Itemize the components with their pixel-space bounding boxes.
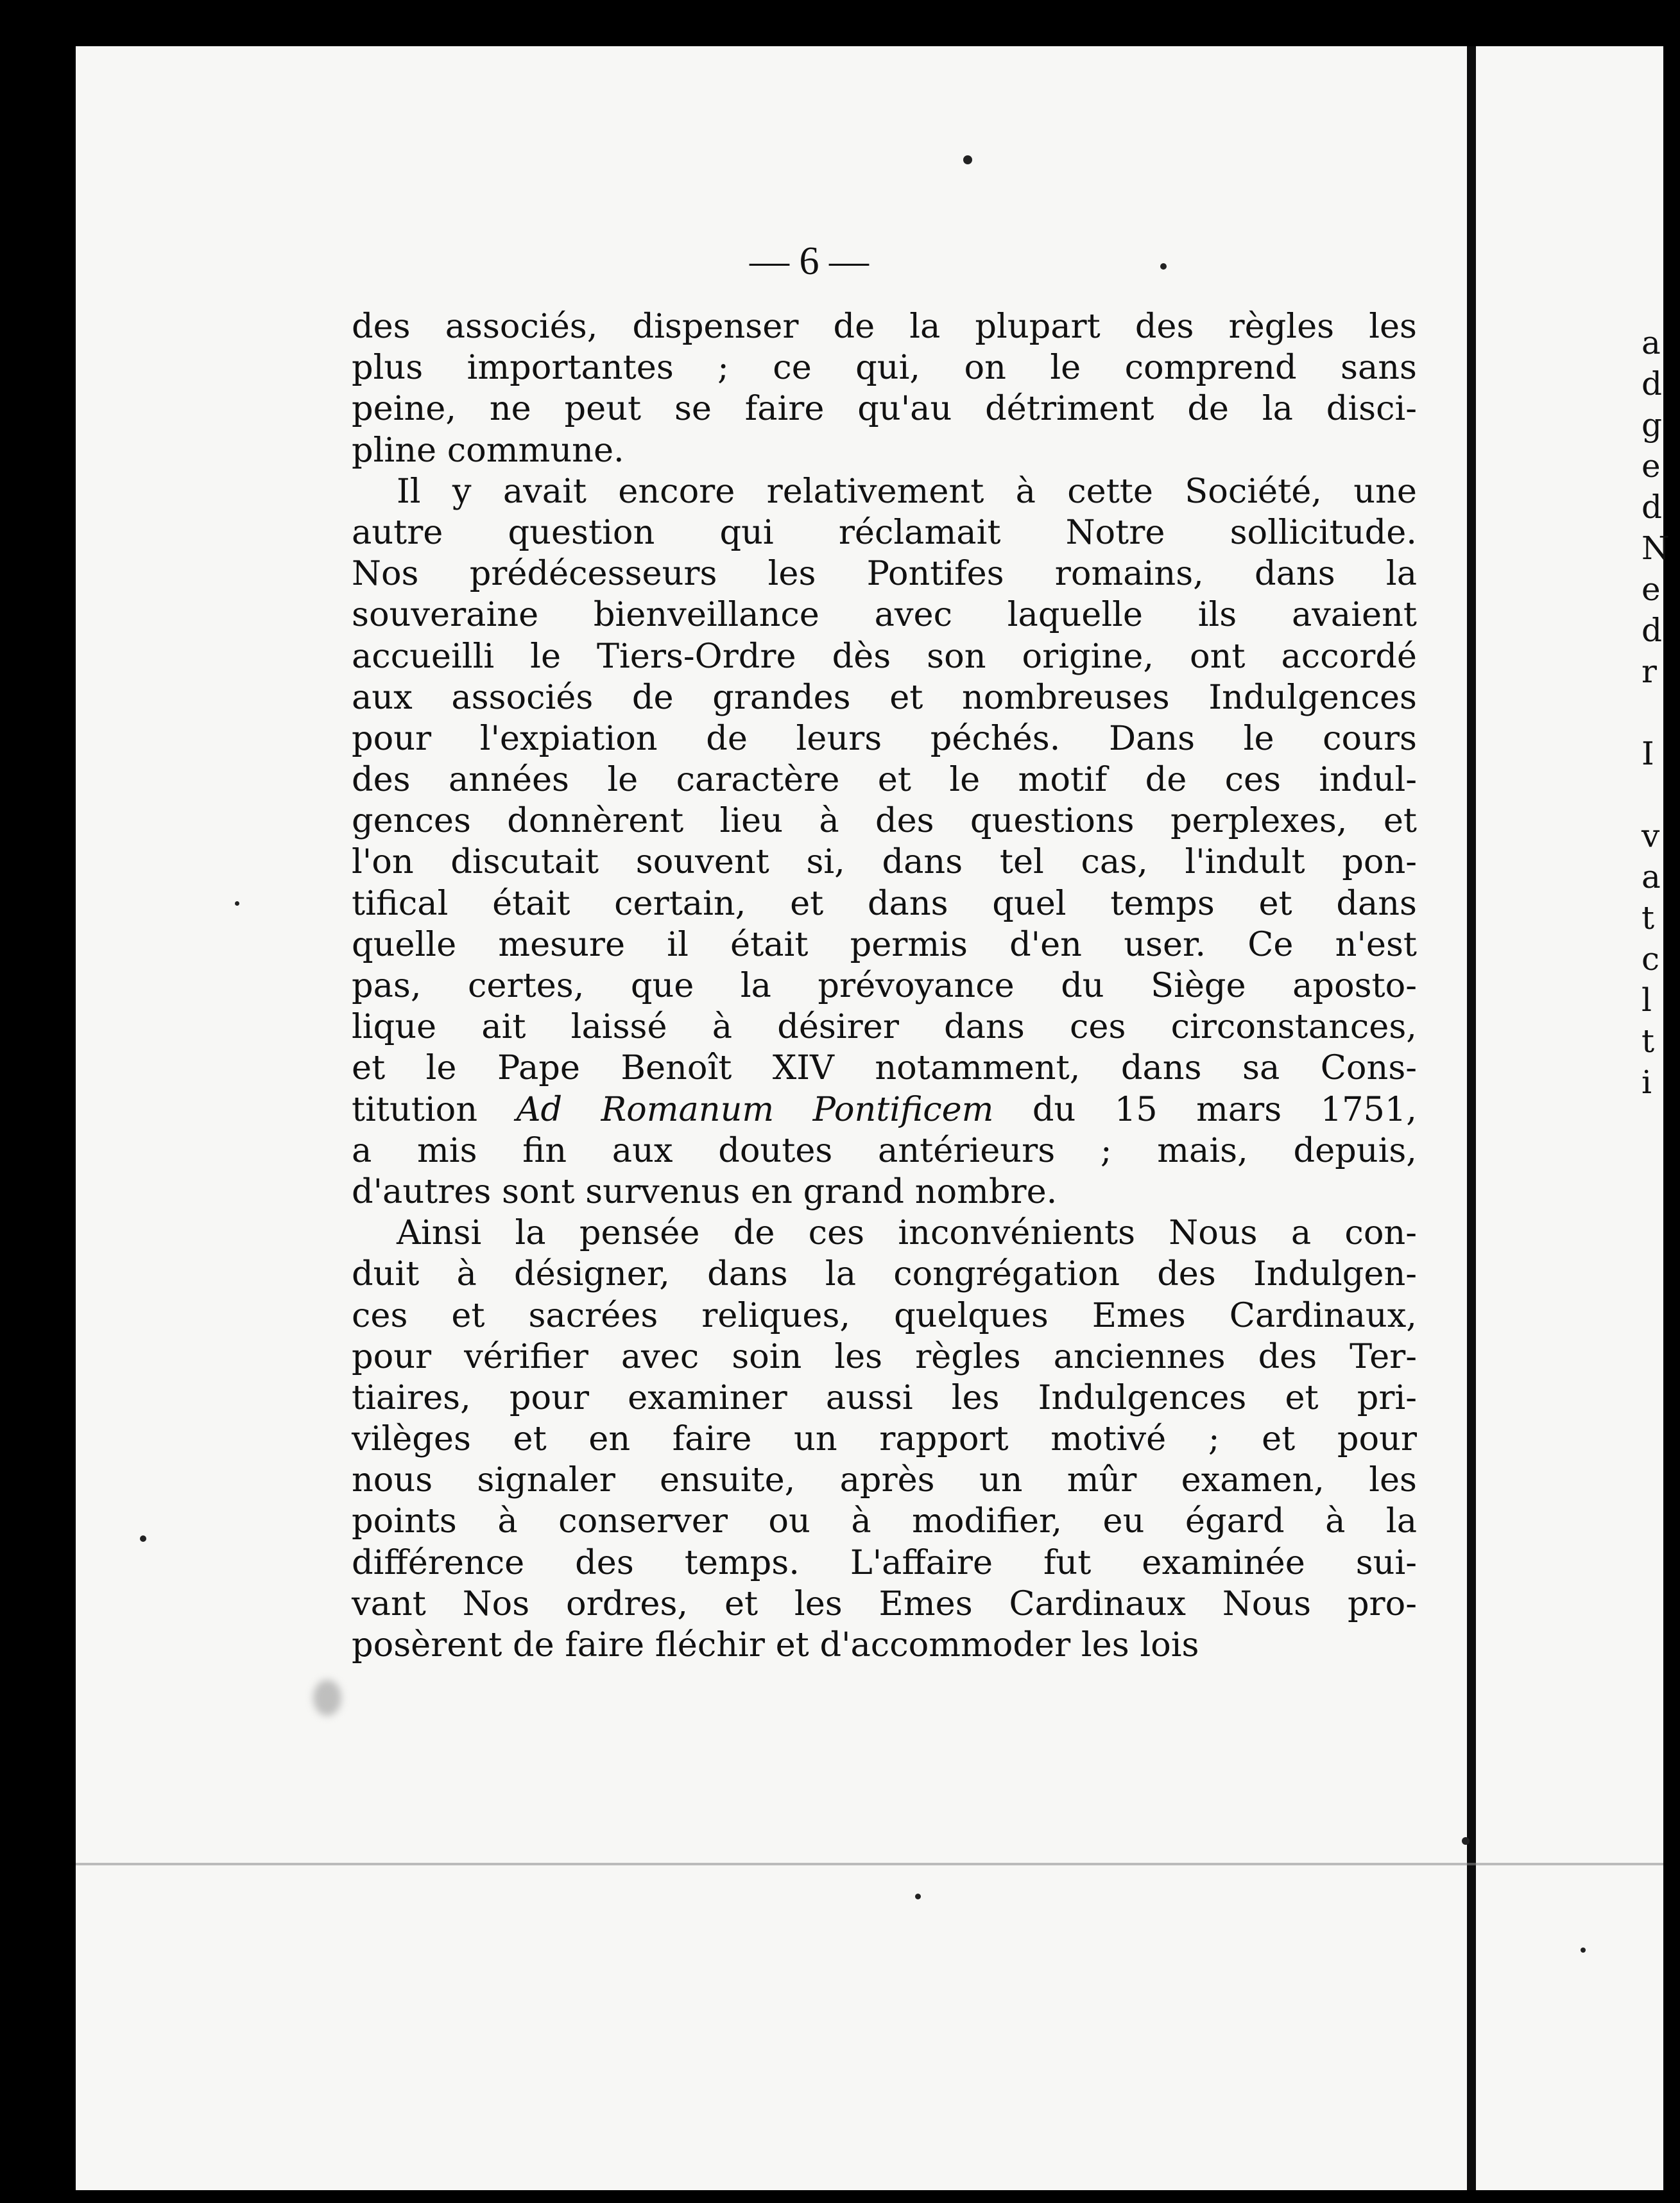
text-line: peine, ne peut se faire qu'au détriment de la disci- [352,389,1417,429]
text-line: Ainsi la pensée de ces inconvénients Nous a con- [397,1213,1417,1253]
fragment-letter: a [1641,324,1661,361]
text-line: titution Ad Romanum Pontificem du 15 mars 1751, [352,1089,1417,1129]
text-line: différence des temps. L'affaire fut examinée sui- [352,1542,1417,1582]
text-line: gences donnèrent lieu à des questions perplexes, et [352,801,1417,841]
fragment-letter: t [1641,899,1655,937]
fragment-letter [1641,692,1680,733]
fragment-letter: l [1641,981,1652,1019]
text-line: quelle mesure il était permis d'en user. Ce n'est [352,924,1417,964]
fragment-letter: N [1641,530,1670,567]
text-line: des années le caractère et le motif de ces indul- [352,760,1417,800]
text-line: plus importantes ; ce qui, on le comprend sans [352,348,1417,388]
fragment-letter [1641,774,1680,815]
text-line: lique ait laissé à désirer dans ces circonstances, [352,1007,1417,1047]
fragment-letter: I [1641,735,1654,772]
gutter-fold-line [1467,46,1476,2190]
text-line: a mis fin aux doutes antérieurs ; mais, depuis, [352,1130,1417,1170]
text-line: et le Pape Benoît XIV notamment, dans sa Cons- [352,1048,1417,1088]
scan-speck [1160,263,1167,270]
text-line: tifical était certain, et dans quel temps et dans [352,883,1417,923]
text-line: tiaires, pour examiner aussi les Indulgences et pri- [352,1378,1417,1417]
adjacent-page-fragment [1641,322,1680,1103]
fragment-letter: r [1641,653,1657,690]
fragment-letter: t [1641,1023,1655,1060]
scan-speck [915,1894,921,1899]
fragment-letter: d [1641,612,1663,649]
scanned-page [76,46,1670,2190]
text-line: pline commune. [352,430,624,470]
fragment-letter: e [1641,571,1661,608]
text-line: duit à désigner, dans la congrégation des Indulgen- [352,1254,1417,1294]
text-line: pour l'expiation de leurs péchés. Dans le cours [352,718,1417,758]
text-line: pour vérifier avec soin les règles anciennes des Ter- [352,1336,1417,1376]
scan-speck [235,901,239,906]
text-line: Il y avait encore relativement à cette Société, une [397,471,1417,511]
fragment-letter: c [1641,940,1660,978]
scan-speck [1581,1948,1586,1953]
text-line: ces et sacrées reliques, quelques Emes Cardinaux, [352,1295,1417,1335]
text-line: vant Nos ordres, et les Emes Cardinaux Nous pro- [352,1584,1417,1623]
text-line: Nos prédécesseurs les Pontifes romains, dans la [352,554,1417,594]
text-line: des associés, dispenser de la plupart des règles les [352,307,1417,346]
fragment-letter: i [1641,1064,1652,1101]
fragment-letter: d [1641,365,1663,402]
text-line: l'on discutait souvent si, dans tel cas, l'indult pon- [352,842,1417,882]
text-line: pas, certes, que la prévoyance du Siège aposto- [352,966,1417,1005]
scan-speck [963,155,972,164]
text-line: vilèges et en faire un rapport motivé ; et pour [352,1419,1417,1459]
fragment-letter: g [1641,406,1663,444]
page-number: — 6 — [750,239,869,283]
text-line: accueilli le Tiers-Ordre dès son origine, ont accordé [352,636,1417,676]
text-line: points à conserver ou à modifier, eu égard à la [352,1501,1417,1541]
fragment-letter: v [1641,817,1660,854]
scan-speck [140,1535,146,1542]
text-line: autre question qui réclamait Notre sollicitude. [352,512,1417,552]
page-bottom-edge [76,1863,1663,1865]
text-line: souveraine bienveillance avec laquelle ils avaient [352,595,1417,635]
scan-speck [1462,1837,1470,1845]
body-text [352,306,1417,1666]
text-line: d'autres sont survenus en grand nombre. [352,1171,1058,1211]
text-line: nous signaler ensuite, après un mûr examen, les [352,1460,1417,1500]
fragment-letter: e [1641,447,1661,485]
text-line: aux associés de grandes et nombreuses Indulgences [352,677,1417,717]
fragment-letter: a [1641,858,1661,895]
text-line: posèrent de faire fléchir et d'accommoder les lois [352,1625,1199,1664]
ink-smudge [313,1680,341,1716]
fragment-letter: d [1641,488,1663,526]
